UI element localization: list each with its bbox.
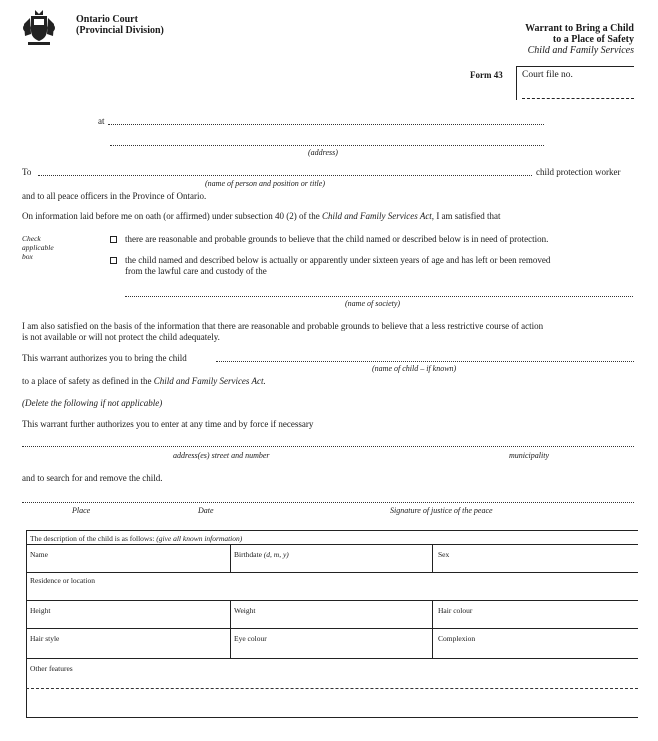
hair-colour-field-label: Hair colour bbox=[438, 606, 473, 615]
birthdate-field-label bbox=[234, 550, 289, 559]
child-protection-worker-label: child protection worker bbox=[536, 167, 621, 177]
court-name: Ontario Court bbox=[76, 14, 138, 25]
child-name-input[interactable] bbox=[216, 361, 634, 362]
birthdate-label-text: Birthdate bbox=[234, 550, 262, 559]
address-caption: (address) bbox=[308, 148, 338, 157]
ontario-coat-of-arms-icon bbox=[22, 8, 56, 48]
eye-colour-field-label: Eye colour bbox=[234, 634, 267, 643]
check-note-line3: box bbox=[22, 252, 33, 261]
information-text-after: I am satisfied that bbox=[436, 211, 501, 221]
signature-line[interactable] bbox=[22, 502, 634, 503]
sex-field-label: Sex bbox=[438, 550, 450, 559]
address-street-caption: address(es) street and number bbox=[173, 451, 270, 460]
court-file-label: Court file no. bbox=[522, 70, 573, 80]
other-features-line1[interactable] bbox=[26, 688, 638, 689]
satisfied-text-line1: I am also satisfied on the basis of the information that there are reasonable and probable grounds to believe that a less restrictive course of action bbox=[22, 321, 544, 331]
peace-officers-text: and to all peace officers in the Province of Ontario. bbox=[22, 191, 207, 201]
check-note-line2: applicable bbox=[22, 243, 54, 252]
form-number: Form 43 bbox=[470, 70, 503, 80]
weight-field-label: Weight bbox=[234, 606, 256, 615]
option2-text-line2: from the lawful care and custody of the bbox=[125, 266, 267, 276]
enter-address-input[interactable] bbox=[22, 446, 634, 447]
name-field-label: Name bbox=[30, 550, 48, 559]
residence-field-label: Residence or location bbox=[30, 576, 95, 585]
hair-style-field-label: Hair style bbox=[30, 634, 60, 643]
child-name-caption: (name of child – if known) bbox=[372, 364, 457, 373]
place-of-safety-before: to a place of safety as defined in the bbox=[22, 376, 152, 386]
signature-place-caption: Place bbox=[72, 506, 91, 515]
satisfied-text-line2: is not available or will not protect the child adequately. bbox=[22, 332, 220, 342]
at-label: at bbox=[98, 116, 105, 126]
information-text-before: On information laid before me on oath (or affirmed) under subsection 40 (2) of the bbox=[22, 211, 320, 221]
place-of-safety-text bbox=[22, 376, 266, 386]
check-note-line1: Check bbox=[22, 234, 41, 243]
complexion-field-label: Complexion bbox=[438, 634, 476, 643]
form-title-line2: to a Place of Safety bbox=[552, 34, 634, 45]
to-label: To bbox=[22, 167, 32, 177]
description-heading-note: (give all known information) bbox=[156, 534, 243, 543]
other-features-field-label: Other features bbox=[30, 664, 73, 673]
signature-date-caption: Date bbox=[198, 506, 214, 515]
form-act-name: Child and Family Services bbox=[527, 45, 634, 56]
search-remove-text: and to search for and remove the child. bbox=[22, 473, 163, 483]
child-description-table bbox=[26, 530, 638, 718]
information-act: Child and Family Services Act, bbox=[322, 211, 435, 221]
delete-note: (Delete the following if not applicable) bbox=[22, 398, 163, 408]
person-position-caption: (name of person and position or title) bbox=[205, 179, 325, 188]
information-text bbox=[22, 211, 501, 221]
option1-text: there are reasonable and probable grounds to believe that the child named or described below is in need of protection. bbox=[125, 234, 549, 244]
society-name-input[interactable] bbox=[125, 296, 633, 297]
court-division: (Provincial Division) bbox=[76, 25, 164, 36]
to-person-input[interactable] bbox=[38, 175, 532, 176]
option2-text-line1: the child named and described below is actually or apparently under sixteen years of age and has left or been removed bbox=[125, 255, 551, 265]
description-heading bbox=[30, 534, 242, 543]
form-title-line1: Warrant to Bring a Child bbox=[525, 23, 634, 34]
height-field-label: Height bbox=[30, 606, 51, 615]
option2-checkbox[interactable] bbox=[110, 257, 117, 264]
address-input[interactable] bbox=[110, 145, 544, 146]
at-location-input[interactable] bbox=[108, 124, 544, 125]
place-of-safety-act: Child and Family Services Act. bbox=[153, 376, 266, 386]
signature-justice-caption: Signature of justice of the peace bbox=[390, 506, 493, 515]
description-heading-text: The description of the child is as follows: bbox=[30, 534, 155, 543]
authorization-text: This warrant authorizes you to bring the child bbox=[22, 353, 187, 363]
municipality-caption: municipality bbox=[509, 451, 549, 460]
court-file-input[interactable] bbox=[522, 98, 634, 99]
option1-checkbox[interactable] bbox=[110, 236, 117, 243]
birthdate-format: (d, m, y) bbox=[263, 550, 289, 559]
society-caption: (name of society) bbox=[345, 299, 401, 308]
enter-authorization-text: This warrant further authorizes you to enter at any time and by force if necessary bbox=[22, 419, 314, 429]
